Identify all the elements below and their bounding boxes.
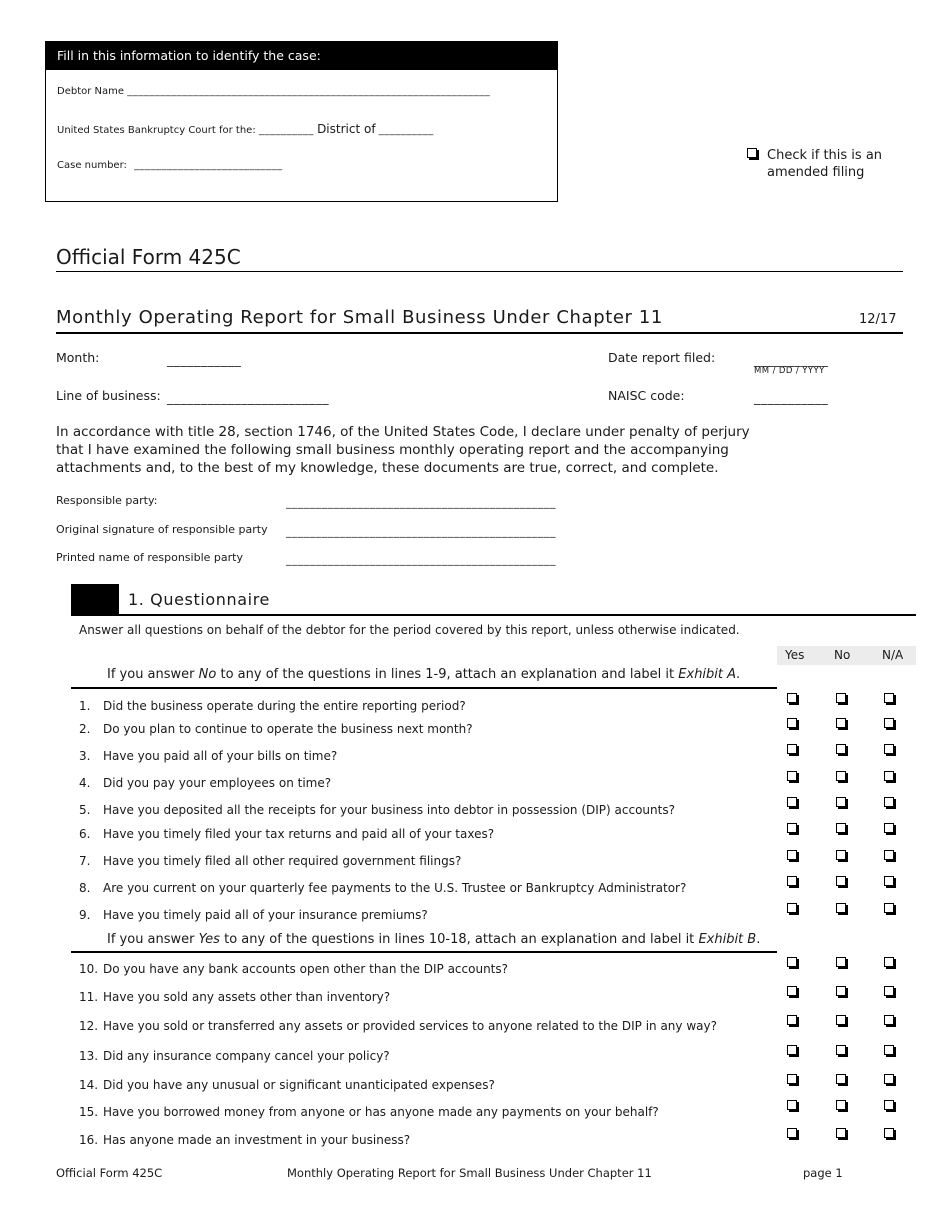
checkbox-no[interactable] (836, 1015, 846, 1025)
checkbox-na[interactable] (884, 876, 894, 886)
checkbox-yes[interactable] (787, 1128, 797, 1138)
question-row (79, 697, 466, 713)
court-label: United States Bankruptcy Court for the: (57, 125, 256, 136)
checkbox-no[interactable] (836, 1045, 846, 1055)
checkbox-yes[interactable] (787, 1015, 797, 1025)
question-text: Have you borrowed money from anyone or has anyone made any payments on your behalf? (103, 1105, 659, 1119)
footer-page: page 1 (803, 1166, 843, 1180)
question-number: 9. (79, 908, 91, 922)
section-marker (71, 584, 119, 615)
instr-a-word: No (198, 667, 217, 682)
question-row (79, 1103, 659, 1119)
checkbox-na[interactable] (884, 986, 894, 996)
question-row (79, 988, 390, 1004)
declaration-line-1: In accordance with title 28, section 1746, of the United States Code, I declare under penalty of perjury (56, 424, 750, 440)
question-row (79, 960, 508, 976)
naisc-label: NAISC code: (608, 388, 685, 403)
col-no: No (834, 648, 851, 662)
naisc-field[interactable]: ___________ (754, 390, 829, 405)
case-number-blank: ___________________________ (134, 160, 283, 171)
amended-filing-option[interactable] (747, 147, 882, 181)
declaration-line-3: attachments and, to the best of my knowledge, these documents are true, correct, and complete. (56, 460, 719, 476)
question-text: Has anyone made an investment in your business? (103, 1133, 411, 1147)
instr-b-word: Yes (198, 932, 220, 947)
title-rule (56, 332, 903, 334)
instr-a-mid: to any of the questions in lines 1-9, attach an explanation and label it (220, 667, 675, 682)
checkbox-yes[interactable] (787, 693, 797, 703)
checkbox-yes[interactable] (787, 823, 797, 833)
checkbox-no[interactable] (836, 797, 846, 807)
question-text: Did you pay your employees on time? (103, 776, 332, 790)
section-rule (71, 614, 916, 616)
instruction-b-rule (71, 951, 777, 953)
question-row (79, 1076, 495, 1092)
page-title: Monthly Operating Report for Small Business Under Chapter 11 (56, 307, 663, 328)
checkbox-yes[interactable] (787, 771, 797, 781)
original-signature-label: Original signature of responsible party (56, 523, 268, 536)
checkbox-no[interactable] (836, 903, 846, 913)
instr-a-period: . (736, 667, 741, 682)
col-yes: Yes (785, 648, 805, 662)
checkbox-na[interactable] (884, 1074, 894, 1084)
date-format-hint: MM / DD / YYYY (754, 366, 825, 376)
footer-title: Monthly Operating Report for Small Business Under Chapter 11 (287, 1166, 652, 1180)
checkbox-na[interactable] (884, 744, 894, 754)
checkbox-no[interactable] (836, 850, 846, 860)
instr-b-pre: If you answer (107, 932, 195, 947)
checkbox-yes[interactable] (787, 1074, 797, 1084)
question-text: Do you plan to continue to operate the business next month? (103, 722, 473, 736)
printed-name-field[interactable]: _____________________________________________ (286, 553, 556, 566)
question-text: Have you sold or transferred any assets or provided services to anyone related to the DIP in any way? (103, 1019, 717, 1033)
checkbox-no[interactable] (836, 693, 846, 703)
question-number: 14. (79, 1078, 99, 1092)
checkbox-yes[interactable] (787, 957, 797, 967)
question-row (79, 720, 473, 736)
month-field[interactable]: ___________ (167, 352, 242, 367)
question-number: 16. (79, 1133, 99, 1147)
question-row (79, 852, 461, 868)
checkbox-no[interactable] (836, 986, 846, 996)
instr-a-exhibit: Exhibit A (678, 667, 737, 682)
amended-line2: amended filing (767, 165, 865, 180)
checkbox-no[interactable] (836, 718, 846, 728)
checkbox-na[interactable] (884, 718, 894, 728)
checkbox-yes[interactable] (787, 744, 797, 754)
instr-b-mid: to any of the questions in lines 10-18, attach an explanation and label it (224, 932, 695, 947)
question-number: 6. (79, 827, 91, 841)
checkbox-na[interactable] (884, 797, 894, 807)
question-row (79, 825, 494, 841)
question-row (79, 906, 428, 922)
instr-b-exhibit: Exhibit B (698, 932, 757, 947)
question-number: 12. (79, 1019, 99, 1033)
debtor-name-blank: __________________________________________________________________ (127, 86, 491, 97)
checkbox-na[interactable] (884, 957, 894, 967)
checkbox-na[interactable] (884, 1100, 894, 1110)
court-field[interactable] (57, 122, 434, 136)
question-text: Have you sold any assets other than inventory? (103, 990, 391, 1004)
checkbox-na[interactable] (884, 693, 894, 703)
checkbox-na[interactable] (884, 823, 894, 833)
question-number: 4. (79, 776, 91, 790)
form-id-rule (56, 271, 903, 272)
case-number-field[interactable] (57, 160, 283, 171)
question-row (79, 801, 675, 817)
amended-line1: Check if this is an (767, 148, 883, 163)
question-text: Have you timely filed all other required government filings? (103, 854, 462, 868)
question-row (79, 774, 331, 790)
question-number: 5. (79, 803, 91, 817)
question-row (79, 1047, 390, 1063)
checkbox-yes[interactable] (787, 1045, 797, 1055)
checkbox-no[interactable] (836, 1074, 846, 1084)
checkbox-yes[interactable] (787, 1100, 797, 1110)
declaration-line-2: that I have examined the following small business monthly operating report and the accompanying (56, 442, 729, 458)
business-field[interactable]: ________________________ (167, 390, 329, 405)
instr-b-period: . (756, 932, 761, 947)
responsible-party-label: Responsible party: (56, 494, 158, 507)
form-version: 12/17 (859, 312, 897, 327)
question-row (79, 1017, 717, 1033)
question-number: 3. (79, 749, 91, 763)
question-number: 2. (79, 722, 91, 736)
checkbox-yes[interactable] (787, 903, 797, 913)
original-signature-field[interactable]: _____________________________________________ (286, 525, 556, 538)
date-filed-field[interactable]: ___________ (754, 352, 829, 367)
instruction-exhibit-b (107, 932, 760, 947)
question-text: Did any insurance company cancel your policy? (103, 1049, 390, 1063)
checkbox-no[interactable] (836, 1128, 846, 1138)
checkbox-na[interactable] (884, 850, 894, 860)
checkbox-yes[interactable] (787, 876, 797, 886)
date-filed-label: Date report filed: (608, 350, 716, 365)
checkbox-no[interactable] (836, 771, 846, 781)
district-blank: __________ (378, 125, 434, 136)
checkbox-na[interactable] (884, 1015, 894, 1025)
question-row (79, 1131, 410, 1147)
question-number: 15. (79, 1105, 99, 1119)
checkbox-yes[interactable] (787, 986, 797, 996)
col-na: N/A (882, 648, 904, 662)
question-number: 13. (79, 1049, 99, 1063)
section-title: 1. Questionnaire (128, 590, 270, 609)
checkbox-yes[interactable] (787, 718, 797, 728)
question-row (79, 747, 337, 763)
question-number: 7. (79, 854, 91, 868)
district-label: District of (317, 122, 376, 136)
question-text: Have you timely paid all of your insurance premiums? (103, 908, 428, 922)
checkbox-na[interactable] (884, 1045, 894, 1055)
question-text: Are you current on your quarterly fee payments to the U.S. Trustee or Bankruptcy Administrator? (103, 881, 687, 895)
checkbox-na[interactable] (884, 903, 894, 913)
checkbox-na[interactable] (884, 771, 894, 781)
section-intro: Answer all questions on behalf of the debtor for the period covered by this report, unless otherwise indicated. (79, 623, 740, 637)
checkbox-yes[interactable] (787, 850, 797, 860)
question-text: Did you have any unusual or significant unanticipated expenses? (103, 1078, 495, 1092)
question-number: 1. (79, 699, 91, 713)
case-info-box (45, 41, 558, 202)
business-label: Line of business: (56, 388, 161, 403)
question-number: 8. (79, 881, 91, 895)
question-number: 10. (79, 962, 99, 976)
checkbox-no[interactable] (836, 876, 846, 886)
declaration-text (56, 423, 750, 477)
debtor-name-field[interactable] (57, 86, 490, 97)
amended-checkbox[interactable] (747, 148, 757, 158)
question-text: Have you paid all of your bills on time? (103, 749, 338, 763)
instruction-exhibit-a (107, 667, 740, 682)
checkbox-no[interactable] (836, 744, 846, 754)
printed-name-label: Printed name of responsible party (56, 551, 243, 564)
responsible-party-field[interactable]: _____________________________________________ (286, 496, 556, 509)
question-text: Have you timely filed your tax returns and paid all of your taxes? (103, 827, 495, 841)
month-label: Month: (56, 350, 100, 365)
checkbox-na[interactable] (884, 1128, 894, 1138)
instr-a-pre: If you answer (107, 667, 195, 682)
checkbox-no[interactable] (836, 823, 846, 833)
case-info-header: Fill in this information to identify the case: (46, 42, 557, 70)
question-text: Have you deposited all the receipts for your business into debtor in possession (DIP) accounts? (103, 803, 675, 817)
checkbox-yes[interactable] (787, 797, 797, 807)
question-row (79, 879, 686, 895)
answer-column-header (777, 646, 916, 665)
form-id-heading: Official Form 425C (56, 245, 241, 269)
question-number: 11. (79, 990, 99, 1004)
question-text: Did the business operate during the entire reporting period? (103, 699, 466, 713)
court-blank: __________ (258, 125, 314, 136)
checkbox-no[interactable] (836, 1100, 846, 1110)
footer-form-id: Official Form 425C (56, 1166, 163, 1180)
debtor-name-label: Debtor Name (57, 86, 125, 97)
instruction-a-rule (71, 687, 777, 689)
checkbox-no[interactable] (836, 957, 846, 967)
question-text: Do you have any bank accounts open other than the DIP accounts? (103, 962, 508, 976)
case-number-label: Case number: (57, 160, 127, 171)
